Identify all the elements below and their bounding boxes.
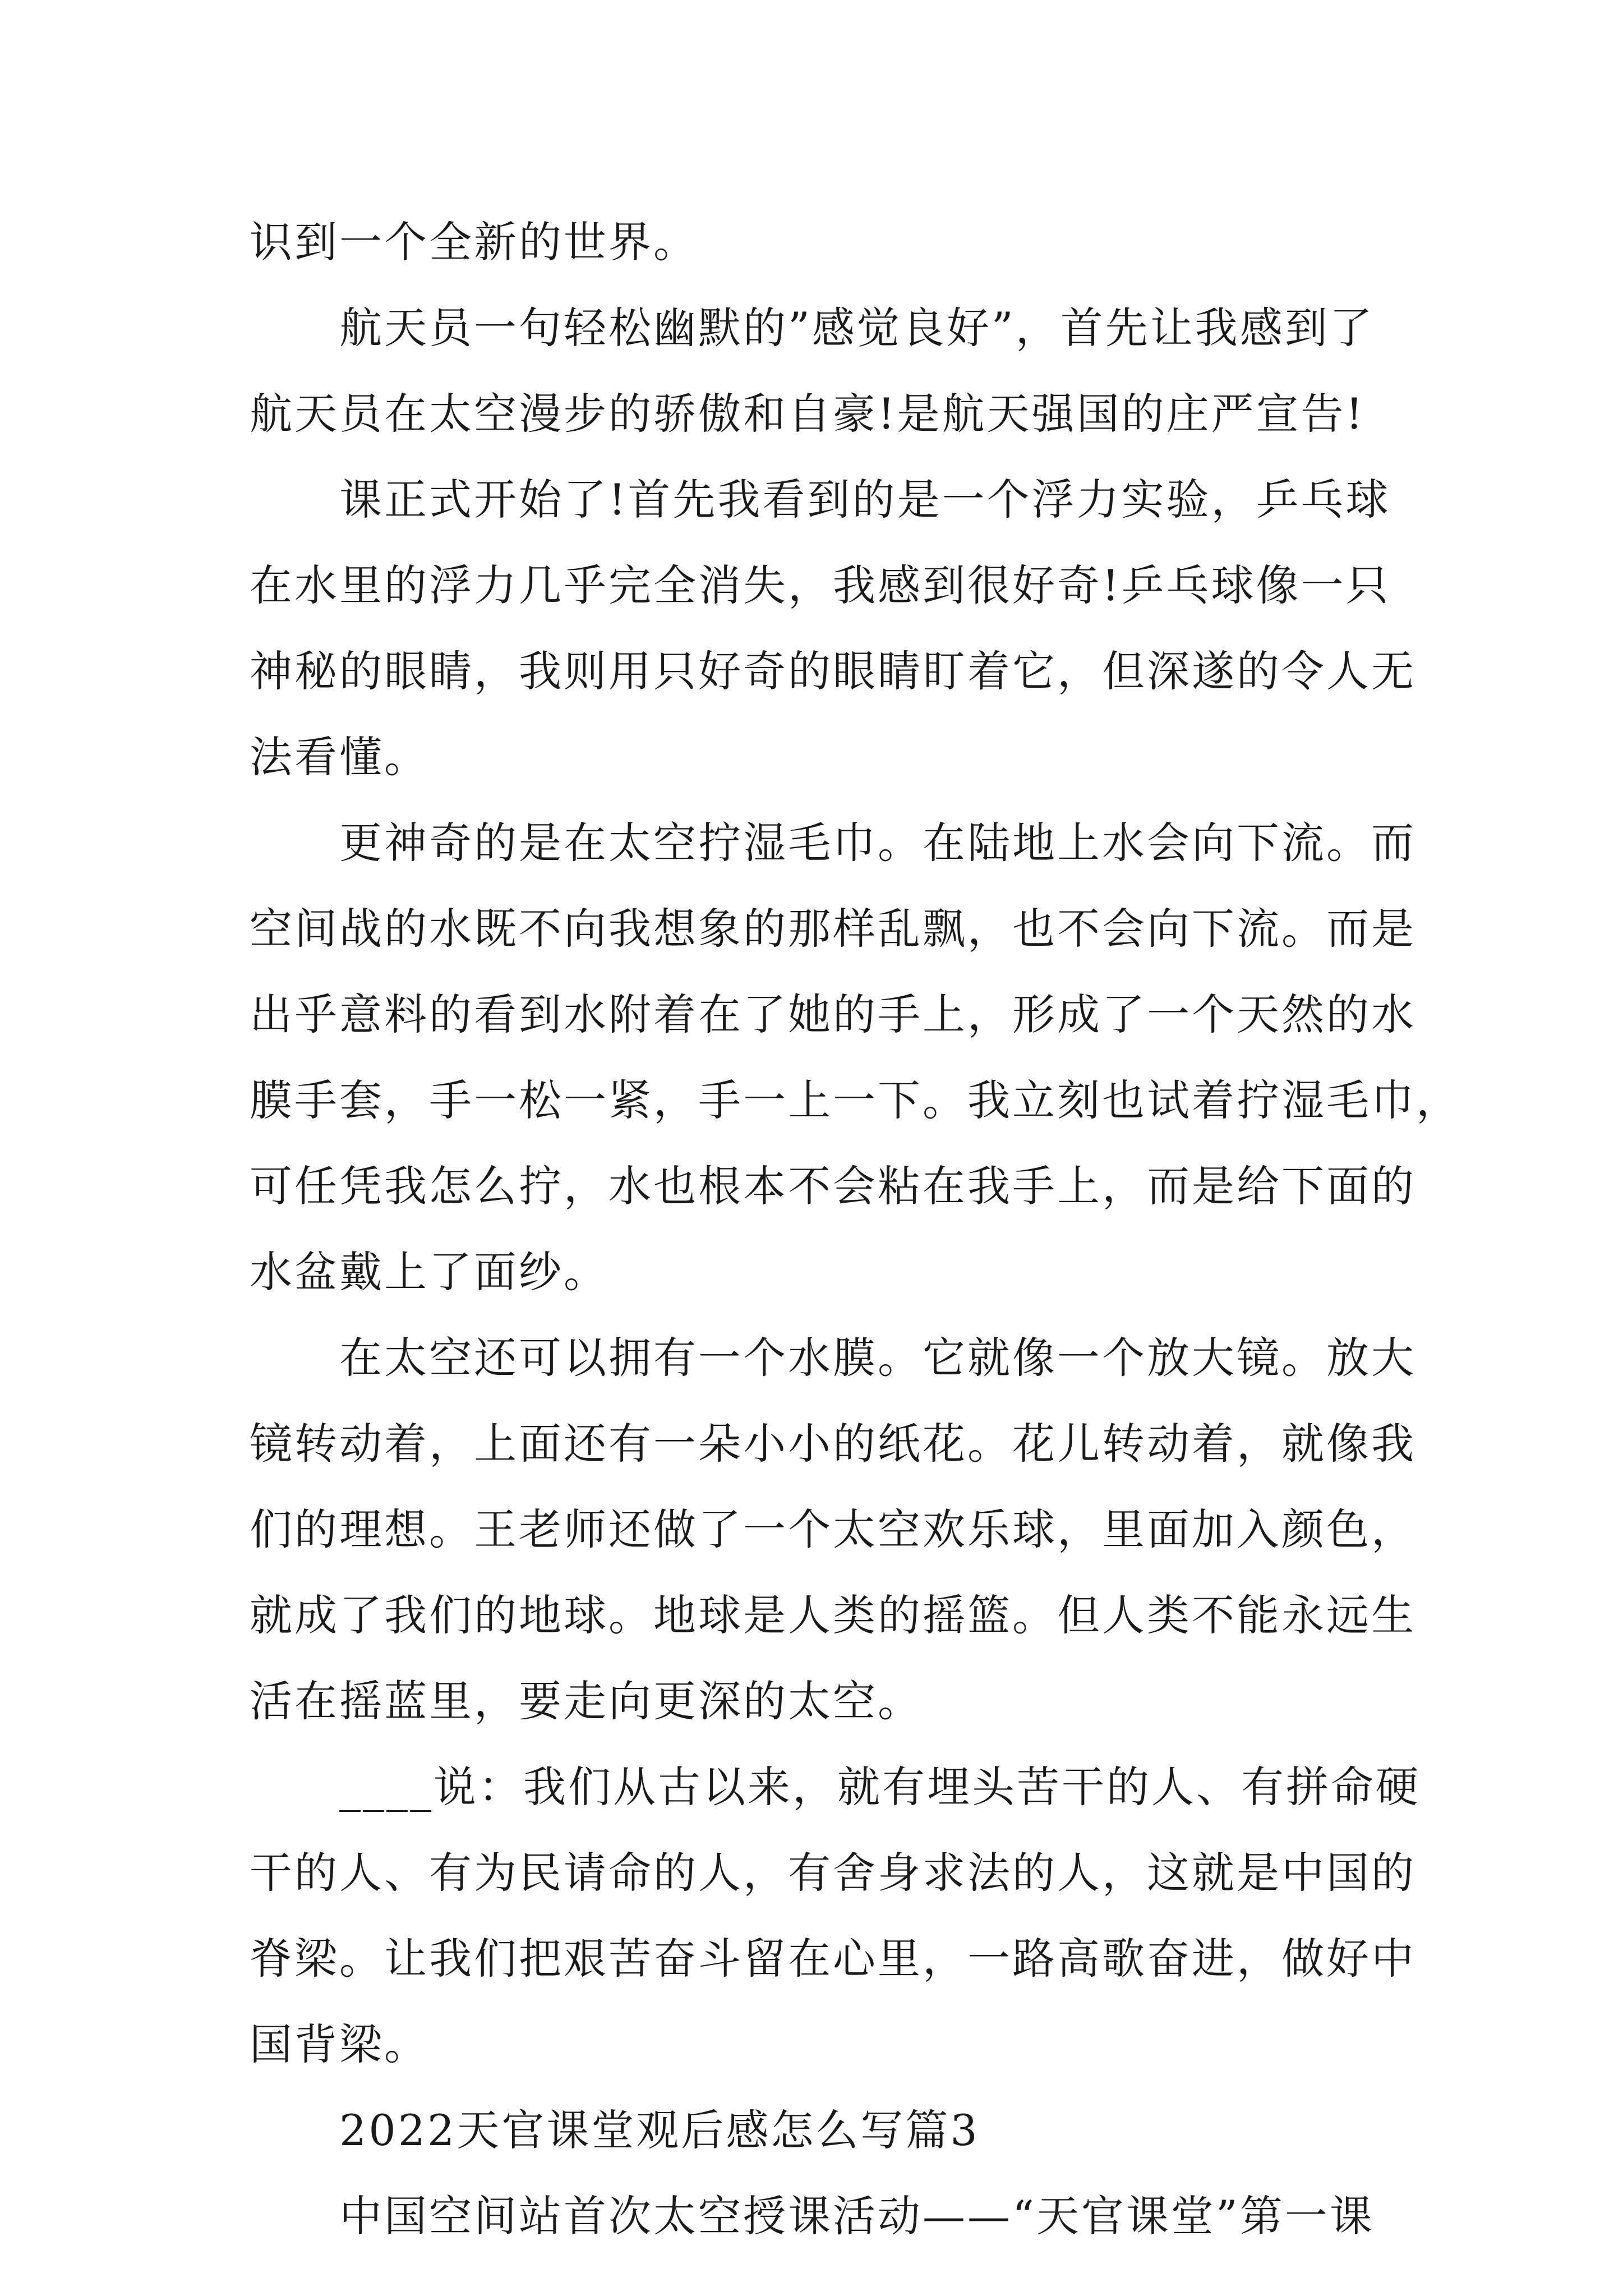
document-body xyxy=(250,199,1461,2259)
text-line: 空间战的水既不向我想象的那样乱飘，也不会向下流。而是 xyxy=(250,904,1416,954)
text-line: 航天员一句轻松幽默的”感觉良好”，首先让我感到了 xyxy=(339,303,1375,353)
paragraph xyxy=(250,800,1461,1315)
paragraph xyxy=(250,2173,1394,2259)
text-line: 识到一个全新的世界。 xyxy=(250,217,698,267)
text-line: 在水里的浮力几乎完全消失，我感到很好奇!乒乓球像一只 xyxy=(250,560,1391,610)
text-line: 课正式开始了!首先我看到的是一个浮力实验，乒乓球 xyxy=(339,475,1391,524)
text-line: 镜转动着，上面还有一朵小小的纸花。花儿转动着，就像我 xyxy=(250,1419,1416,1469)
text-line: 更神奇的是在太空拧湿毛巾。在陆地上水会向下流。而 xyxy=(339,818,1416,868)
text-line: 们的理想。王老师还做了一个太空欢乐球，里面加入颜色， xyxy=(250,1504,1416,1554)
paragraph xyxy=(250,1744,1421,2087)
paragraph xyxy=(250,1315,1416,1744)
text-line: 水盆戴上了面纱。 xyxy=(250,1247,608,1297)
section-heading xyxy=(250,2087,1394,2173)
text-line: 活在摇蓝里，要走向更深的太空。 xyxy=(250,1676,923,1726)
text-line: 2022天官课堂观后感怎么写篇3 xyxy=(339,2105,980,2155)
text-line: 干的人、有为民请命的人，有舍身求法的人，这就是中国的 xyxy=(250,1848,1416,1898)
text-line: 出乎意料的看到水附着在了她的手上，形成了一个天然的水 xyxy=(250,990,1416,1039)
text-line: 中国空间站首次太空授课活动——“天官课堂”第一课 xyxy=(339,2191,1375,2241)
paragraph xyxy=(250,457,1416,800)
text-line: 脊梁。让我们把艰苦奋斗留在心里，一路高歌奋进，做好中 xyxy=(250,1934,1416,1984)
text-line: 法看懂。 xyxy=(250,732,429,782)
text-line: 在太空还可以拥有一个水膜。它就像一个放大镜。放大 xyxy=(339,1333,1416,1383)
text-line: 可任凭我怎么拧，水也根本不会粘在我手上，而是给下面的 xyxy=(250,1161,1416,1211)
text-line: 神秘的眼睛，我则用只好奇的眼睛盯着它，但深遂的令人无 xyxy=(250,646,1416,696)
text-line: 膜手套，手一松一紧，手一上一下。我立刻也试着拧湿毛巾， xyxy=(250,1075,1461,1125)
paragraph xyxy=(250,285,1394,457)
paragraph xyxy=(250,199,1394,285)
text-line: 航天员在太空漫步的骄傲和自豪!是航天强国的庄严宣告! xyxy=(250,389,1366,439)
text-line: ____说：我们从古以来，就有埋头苦干的人、有拼命硬 xyxy=(339,1762,1421,1812)
text-line: 国背梁。 xyxy=(250,2019,429,2069)
text-line: 就成了我们的地球。地球是人类的摇篮。但人类不能永远生 xyxy=(250,1590,1416,1640)
